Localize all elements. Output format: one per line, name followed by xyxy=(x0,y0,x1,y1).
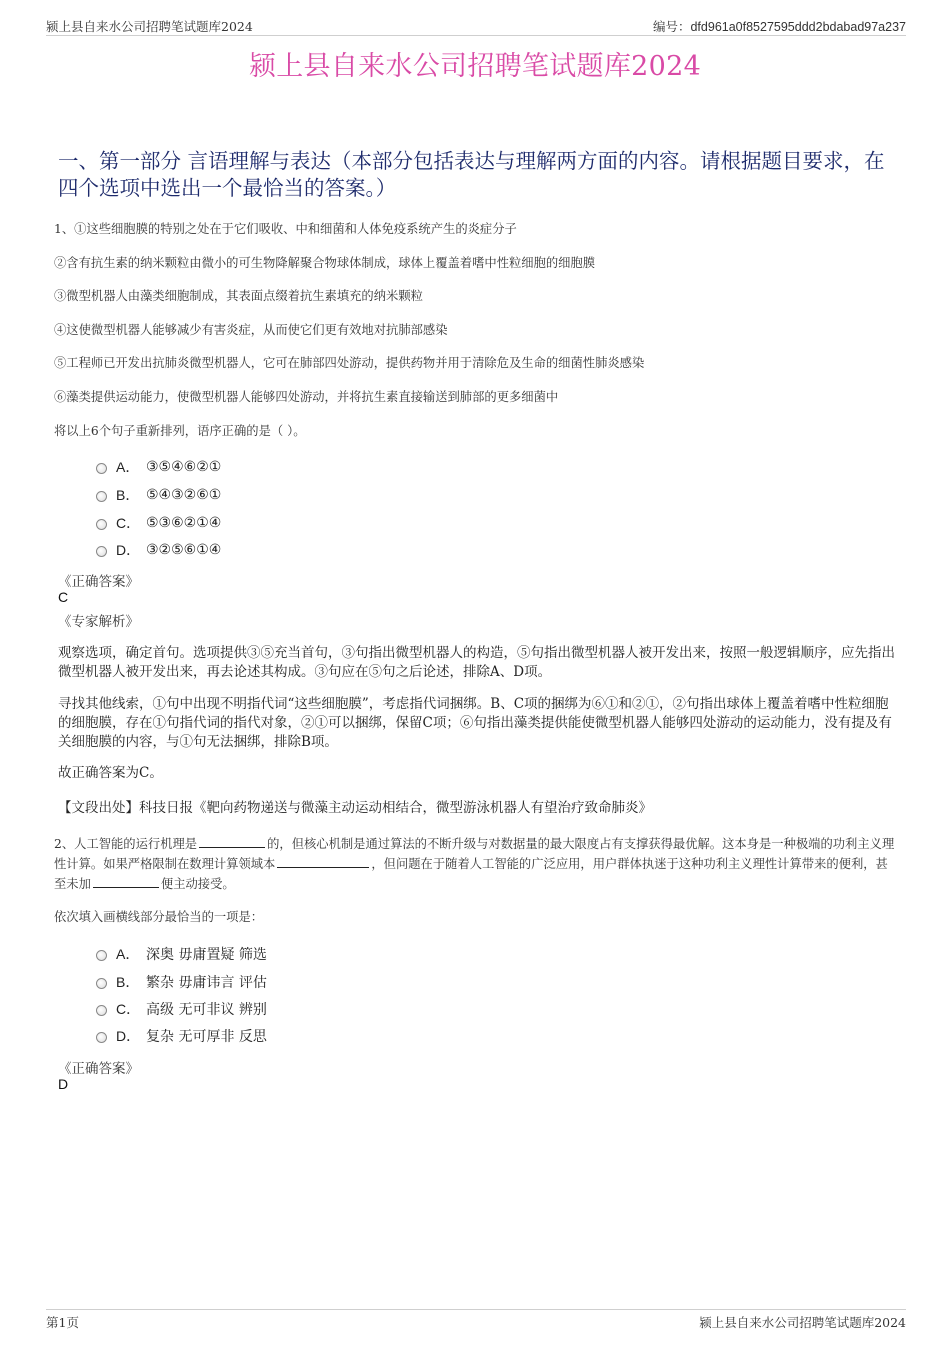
option-text: 深奥 毋庸置疑 筛选 xyxy=(146,947,267,963)
footer-doc-title: 颍上县自来水公司招聘笔试题库2024 xyxy=(699,1315,906,1330)
radio-icon[interactable] xyxy=(96,1032,107,1043)
q2-text-part: ，但问题在于随着人工智能的广泛应用，用户群体执迷于这种功利主义理性计算带来的便利，甚至未加 xyxy=(54,857,888,891)
q1-analysis-paragraph: 寻找其他线索，①句中出现不明指代词“这些细胞膜”，考虑指代词捆绑。B、C项的捆绑为⑥①和②①，②句指出球体上覆盖着嗜中性粒细胞的细胞膜，存在①句指代词的指代对象，②①可以捆绑，保留C项；⑥句指出藻类提供能使微型机器人能够四处游动的运动能力，没有提及有关细胞膜的内容，与①句无法捆绑，排除B项。 xyxy=(58,696,892,750)
fill-blank xyxy=(93,875,159,888)
header-doc-title: 颍上县自来水公司招聘笔试题库2024 xyxy=(46,19,253,34)
q2-option-a[interactable] xyxy=(96,944,267,964)
footer-page-number: 第1页 xyxy=(46,1315,79,1330)
q1-option-c[interactable] xyxy=(96,513,221,533)
fill-blank xyxy=(277,855,369,868)
q2-option-d[interactable] xyxy=(96,1026,267,1046)
option-text: 复杂 无可厚非 反思 xyxy=(146,1029,267,1045)
option-letter: D． xyxy=(116,542,141,558)
option-letter: C． xyxy=(116,1001,141,1017)
q2-option-c[interactable] xyxy=(96,999,267,1019)
option-letter: B． xyxy=(116,974,140,990)
q2-prompt: 依次填入画横线部分最恰当的一项是： xyxy=(54,910,264,924)
q2-text-part: 便主动接受。 xyxy=(160,877,235,891)
q1-prompt: 将以上6个句子重新排列，语序正确的是（ ）。 xyxy=(54,424,306,438)
radio-icon[interactable] xyxy=(96,491,107,502)
q1-answer-label: 《正确答案》 xyxy=(58,574,139,590)
q2-text-part: 的，但核心机制是通过算法的不断升级与对数据量的最大限度占有支撑获得最优解。这本身是一种极端的功利主义理性计算。如果严格限制在数理计算领域本 xyxy=(54,837,895,871)
option-letter: C． xyxy=(116,515,141,531)
fill-blank xyxy=(199,835,265,848)
option-text: 繁杂 毋庸讳言 评估 xyxy=(146,975,267,991)
q1-sentence: ③微型机器人由藻类细胞制成，其表面点缀着抗生素填充的纳米颗粒 xyxy=(54,289,423,303)
q1-option-d[interactable] xyxy=(96,540,221,560)
q2-text-part: 2、人工智能的运行机理是 xyxy=(54,837,198,851)
header-divider xyxy=(46,35,906,36)
q2-option-b[interactable] xyxy=(96,972,267,992)
q1-option-b[interactable] xyxy=(96,485,221,505)
radio-icon[interactable] xyxy=(96,519,107,530)
page-title: 颍上县自来水公司招聘笔试题库2024 xyxy=(248,51,702,82)
option-text: ⑤④③②⑥① xyxy=(146,487,222,503)
q1-sentence: ④这使微型机器人能够减少有害炎症，从而使它们更有效地对抗肺部感染 xyxy=(54,323,448,337)
q1-sentence: ②含有抗生素的纳米颗粒由微小的可生物降解聚合物球体制成，球体上覆盖着嗜中性粒细胞的细胞膜 xyxy=(54,256,596,270)
option-text: 高级 无可非议 辨别 xyxy=(146,1002,267,1018)
q2-answer: D xyxy=(58,1076,69,1092)
option-text: ③②⑤⑥①④ xyxy=(146,542,222,558)
q1-sentence: 1、①这些细胞膜的特别之处在于它们吸收、中和细菌和人体免疫系统产生的炎症分子 xyxy=(54,222,517,236)
q1-option-a[interactable] xyxy=(96,457,221,477)
q1-sentence: ⑥藻类提供运动能力，使微型机器人能够四处游动，并将抗生素直接输送到肺部的更多细菌中 xyxy=(54,390,559,404)
header-code-label: 编号： xyxy=(652,19,691,34)
radio-icon[interactable] xyxy=(96,978,107,989)
radio-icon[interactable] xyxy=(96,546,107,557)
radio-icon[interactable] xyxy=(96,1005,107,1016)
q1-analysis-conclusion: 故正确答案为C。 xyxy=(58,765,163,781)
option-letter: B． xyxy=(116,487,140,503)
q1-analysis-paragraph: 观察选项，确定首句。选项提供③⑤充当首句，③句指出微型机器人的构造，⑤句指出微型机器人被开发出来，按照一般逻辑顺序，应先指出微型机器人被开发出来，再去论述其构成。③句应在⑤句之后论述，排除A、D项。 xyxy=(58,645,895,680)
q1-source: 【文段出处】科技日报《靶向药物递送与微藻主动运动相结合，微型游泳机器人有望治疗致命肺炎》 xyxy=(58,800,652,816)
q2-answer-label: 《正确答案》 xyxy=(58,1061,139,1077)
radio-icon[interactable] xyxy=(96,950,107,961)
q1-answer: C xyxy=(58,589,69,605)
q1-sentence: ⑤工程师已开发出抗肺炎微型机器人，它可在肺部四处游动，提供药物并用于清除危及生命的细菌性肺炎感染 xyxy=(54,356,645,370)
option-letter: A． xyxy=(116,946,140,962)
section-heading: 一、第一部分 言语理解与表达（本部分包括表达与理解两方面的内容。请根据题目要求，在四个选项中选出一个最恰当的答案。） xyxy=(58,149,885,200)
header-code-value: dfd961a0f8527595ddd2bdabad97a237 xyxy=(690,20,906,34)
option-letter: A． xyxy=(116,459,140,475)
option-text: ③⑤④⑥②① xyxy=(146,459,222,475)
option-letter: D． xyxy=(116,1028,141,1044)
q2-text xyxy=(54,834,898,894)
footer-divider xyxy=(46,1309,906,1310)
radio-icon[interactable] xyxy=(96,463,107,474)
q1-analysis-label: 《专家解析》 xyxy=(58,614,139,630)
option-text: ⑤③⑥②①④ xyxy=(146,515,222,531)
header-doc-code xyxy=(653,17,906,35)
